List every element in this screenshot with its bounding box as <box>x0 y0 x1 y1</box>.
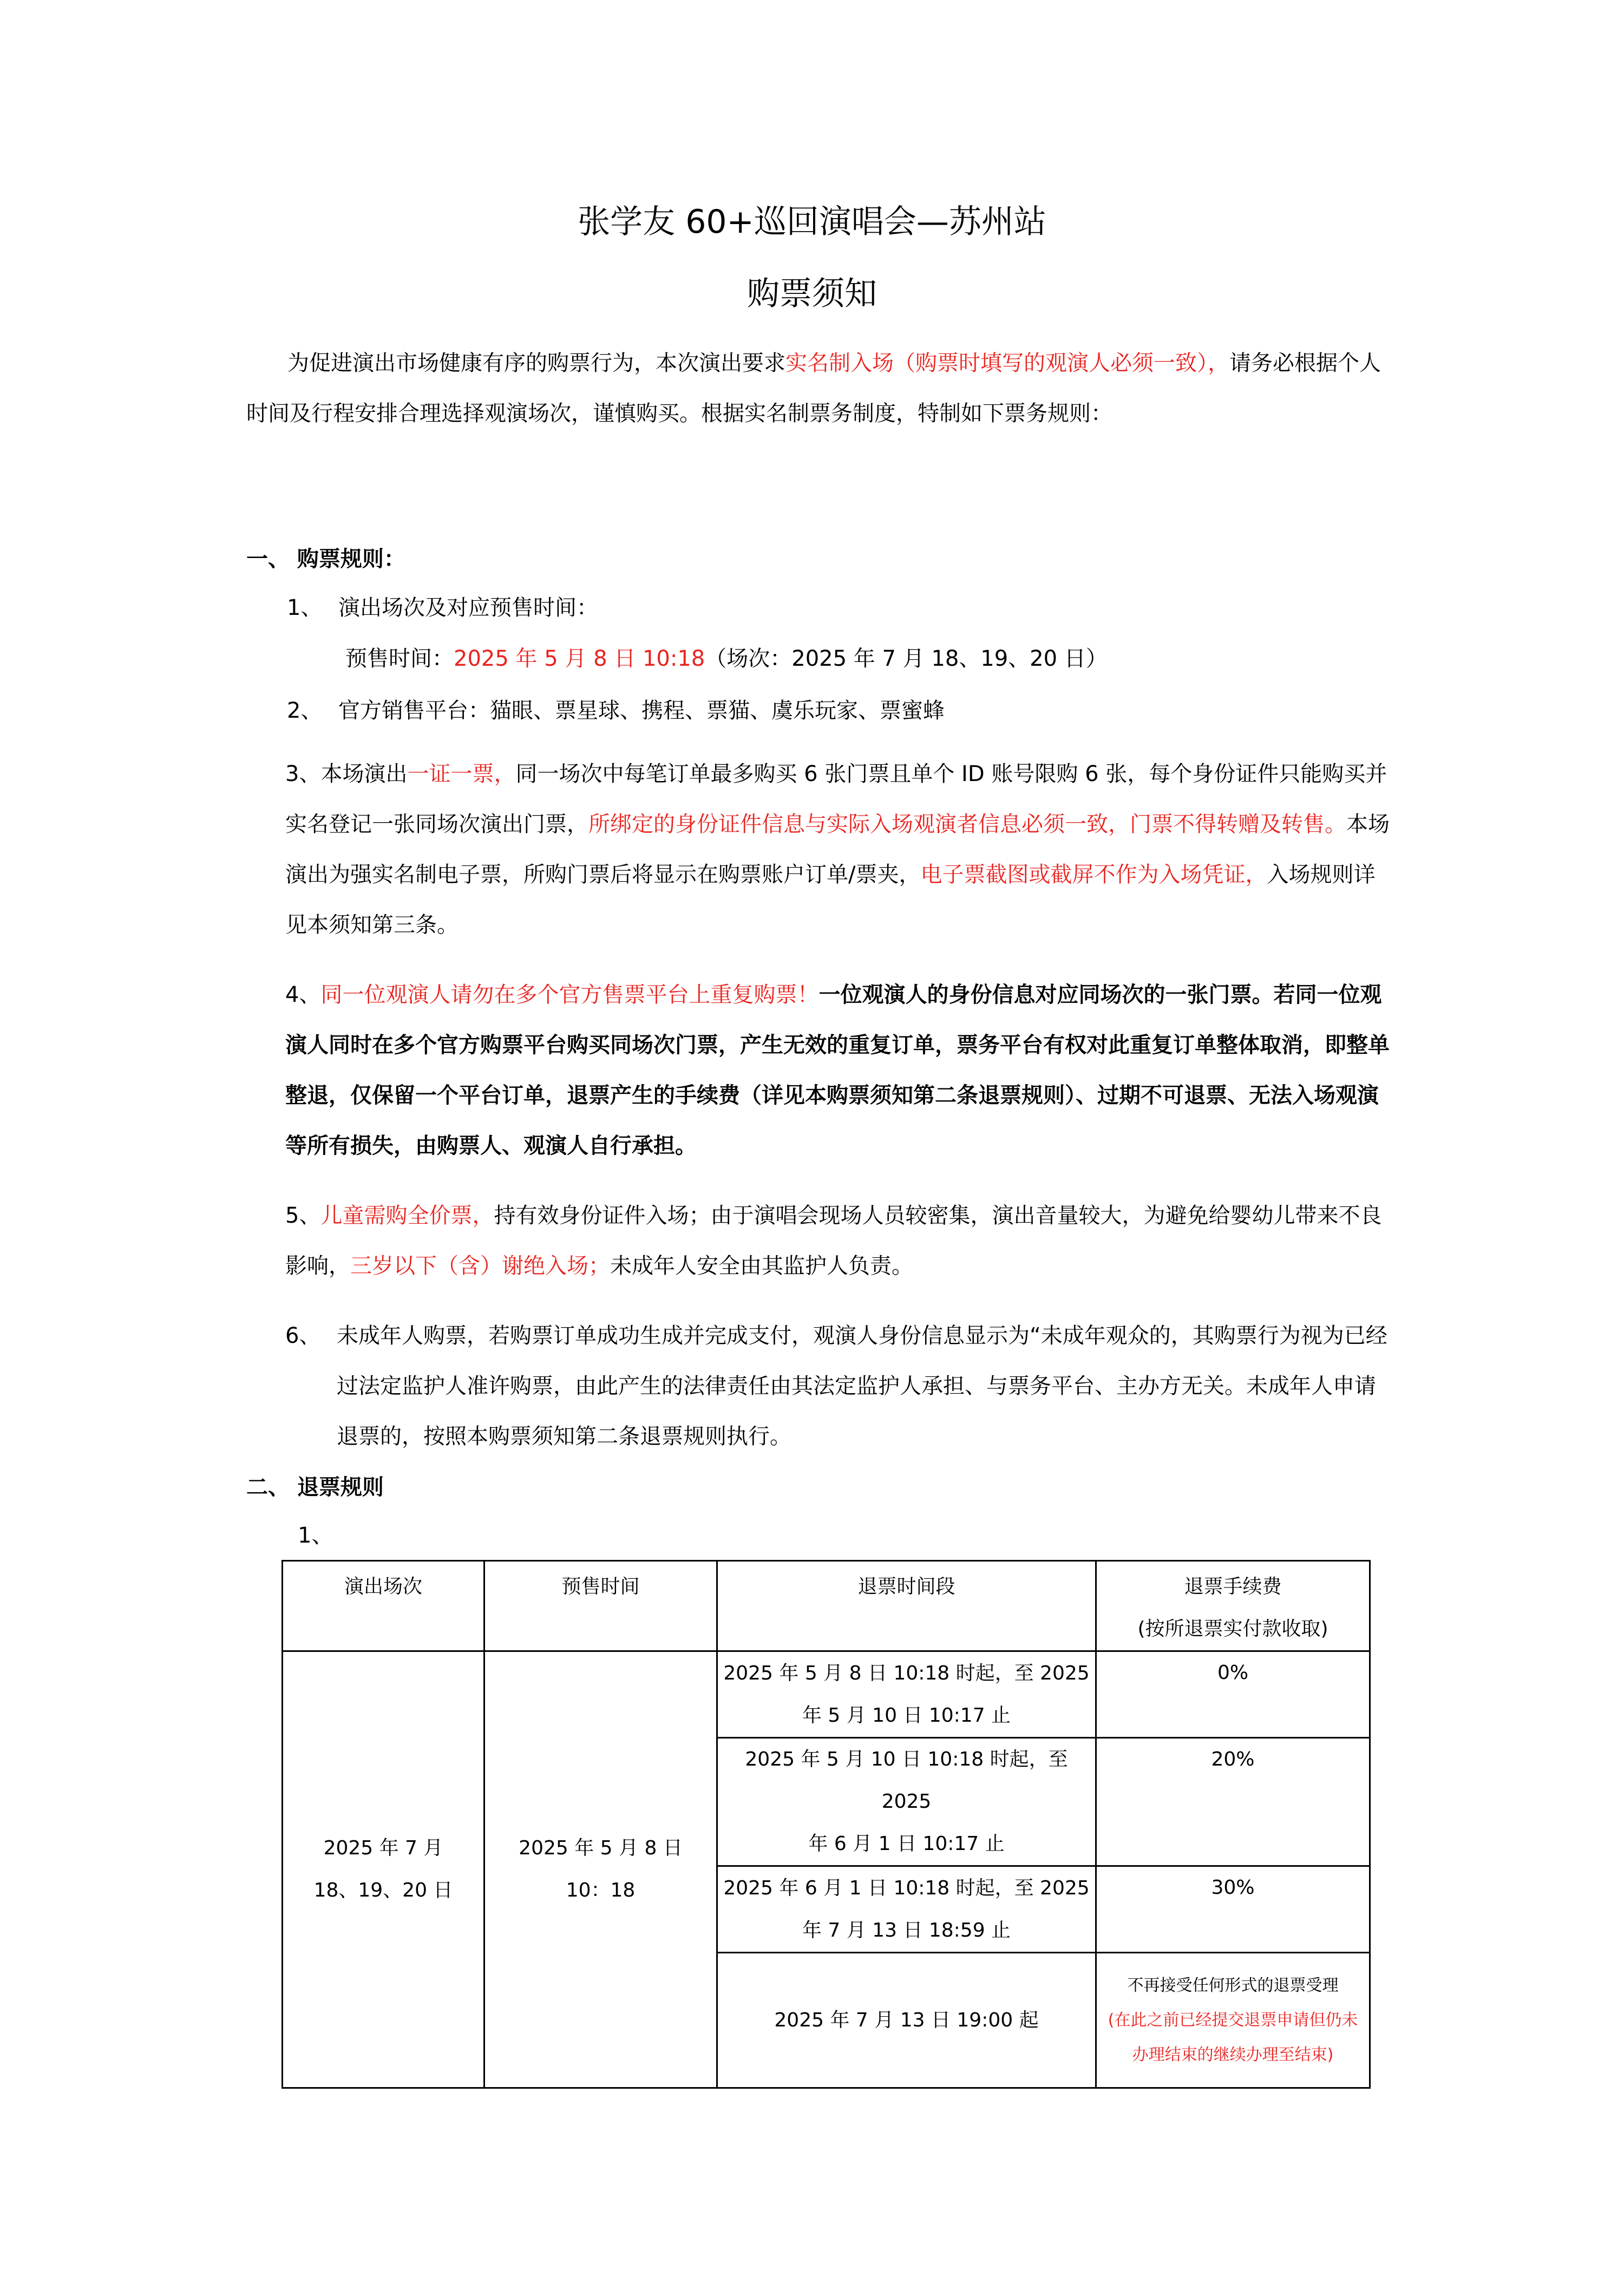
fee-note-line3: 办理结束的继续办理至结束) <box>1132 2045 1334 2064</box>
rule-3-text-b: 同一场次中每笔订单最多购买 6 张门票且单个 ID 账号限购 6 张，每个身份证件只能购买并实名登记一张同场次演出门票， <box>285 762 1387 837</box>
header-fee <box>1096 1561 1370 1651</box>
header-session: 演出场次 <box>283 1561 484 1651</box>
fee-note-line2: (在此之前已经提交退票申请但仍未 <box>1108 2010 1358 2030</box>
rule-3-text-d: 入场规则详见本须知第三条。 <box>285 862 1376 937</box>
rule-3-text-a: 3、本场演出 <box>285 762 408 786</box>
header-fee-line2: (按所退票实付款收取) <box>1137 1618 1328 1640</box>
rule-5-highlight-b: 三岁以下（含）谢绝入场； <box>350 1254 610 1278</box>
rule-5-highlight-a: 儿童需购全价票， <box>320 1203 494 1228</box>
rule-1-presale-line <box>345 642 1108 675</box>
fee-cell: 30% <box>1096 1866 1370 1953</box>
document-title: 张学友 60+巡回演唱会—苏州站 <box>578 203 1046 241</box>
section-2-heading: 二、 退票规则 <box>246 1475 384 1500</box>
period-line2: 年 7 月 13 日 18:59 止 <box>802 1919 1011 1941</box>
fee-cell: 0% <box>1096 1651 1370 1738</box>
session-line1: 2025 年 7 月 <box>323 1837 443 1859</box>
rule-4-number: 4、 <box>285 982 321 1007</box>
period-line2: 年 6 月 1 日 10:17 止 <box>808 1833 1005 1855</box>
period-line1: 2025 年 5 月 8 日 10:18 时起，至 2025 <box>723 1662 1090 1684</box>
rule-5-number: 5、 <box>285 1203 321 1228</box>
period-cell: 2025 年 7 月 13 日 19:00 起 <box>717 1953 1096 2088</box>
rule-2-number: 2、 <box>287 698 323 723</box>
fee-cell <box>1096 1953 1370 2088</box>
rule-2-text: 官方销售平台：猫眼、票星球、携程、票猫、虞乐玩家、票蜜蜂 <box>338 698 945 723</box>
section-1-heading: 一、 购票规则： <box>246 547 405 572</box>
rule-1-number: 1、 <box>287 595 323 620</box>
rule-4 <box>285 970 1390 1171</box>
presale-cell <box>484 1651 717 2088</box>
rule-6 <box>285 1311 1390 1462</box>
presale-label: 预售时间： <box>345 646 454 671</box>
period-cell <box>717 1651 1096 1738</box>
rule-5-text-b: 持有效身份证件入场；由于演唱会现场人员较密集，演出音量较大，为避免给婴幼儿带来不良影响， <box>285 1203 1382 1278</box>
rule-3-highlight-c: 电子票截图或截屏不作为入场凭证， <box>920 862 1267 887</box>
period-cell <box>717 1738 1096 1866</box>
rule-3-text-c: 本场演出为强实名制电子票，所购门票后将显示在购票账户订单/票夹， <box>285 812 1390 887</box>
intro-highlight: 实名制入场（购票时填写的观演人必须一致）， <box>785 351 1229 376</box>
rule-5-text-c: 未成年人安全由其监护人负责。 <box>610 1254 913 1278</box>
presale-time: 2025 年 5 月 8 日 10:18 <box>454 646 705 671</box>
intro-text-cont: 请务必根据个人时间及行程安排合理选择观演场次，谨慎购买。根据实名制票务制度，特制如下票务规则： <box>246 351 1381 426</box>
rule-6-text: 未成年人购票，若购票订单成功生成并完成支付，观演人身份信息显示为“未成年观众的，其购票行为视为已经过法定监护人准许购票，由此产生的法律责任由其法定监护人承担、与票务平台、主办方无关。未成年人申请退票的，按照本购票须知第二条退票规则执行。 <box>337 1323 1387 1449</box>
session-line2: 18、19、20 日 <box>313 1879 453 1901</box>
rule-3-highlight-a: 一证一票， <box>407 762 516 786</box>
rule-1-text: 演出场次及对应预售时间： <box>338 595 598 620</box>
rule-6-number: 6、 <box>285 1323 321 1348</box>
fee-note-line1: 不再接受任何形式的退票受理 <box>1127 1976 1339 1995</box>
period-line1: 2025 年 6 月 1 日 10:18 时起，至 2025 <box>723 1877 1090 1899</box>
document-subtitle: 购票须知 <box>747 275 877 313</box>
period-cell <box>717 1866 1096 1953</box>
presale-sessions: （场次：2025 年 7 月 18、19、20 日） <box>705 646 1108 671</box>
section-2-item-1: 1、 <box>298 1523 333 1548</box>
fee-cell: 20% <box>1096 1738 1370 1866</box>
header-presale: 预售时间 <box>484 1561 717 1651</box>
period-line2: 年 5 月 10 日 10:17 止 <box>802 1704 1011 1727</box>
presale-line1: 2025 年 5 月 8 日 <box>519 1837 683 1859</box>
session-cell <box>283 1651 484 2088</box>
presale-line2: 10：18 <box>566 1879 636 1901</box>
rule-4-highlight: 同一位观演人请勿在多个官方售票平台上重复购票！ <box>320 982 819 1007</box>
table-row <box>283 1651 1370 1738</box>
intro-text: 为促进演出市场健康有序的购票行为，本次演出要求 <box>287 351 785 376</box>
rule-1 <box>287 592 598 624</box>
header-fee-line1: 退票手续费 <box>1184 1576 1282 1598</box>
rule-3-highlight-b: 所绑定的身份证件信息与实际入场观演者信息必须一致，门票不得转赠及转售。 <box>588 812 1346 837</box>
refund-table <box>281 1560 1371 2089</box>
intro-paragraph <box>246 338 1389 439</box>
rule-5 <box>285 1191 1390 1291</box>
period-line1: 2025 年 5 月 10 日 10:18 时起，至 2025 <box>745 1748 1068 1813</box>
header-period: 退票时间段 <box>717 1561 1096 1651</box>
table-header-row <box>283 1561 1370 1651</box>
rule-4-bold-text: 一位观演人的身份信息对应同场次的一张门票。若同一位观演人同时在多个官方购票平台购买同场次门票，产生无效的重复订单，票务平台有权对此重复订单整体取消，即整单整退，仅保留一个平台订单，退票产生的手续费（详见本购票须知第二条退票规则）、过期不可退票、无法入场观演等所有损失，由购票人、观演人自行承担。 <box>285 982 1390 1158</box>
rule-2 <box>287 694 945 727</box>
rule-3 <box>285 749 1390 950</box>
